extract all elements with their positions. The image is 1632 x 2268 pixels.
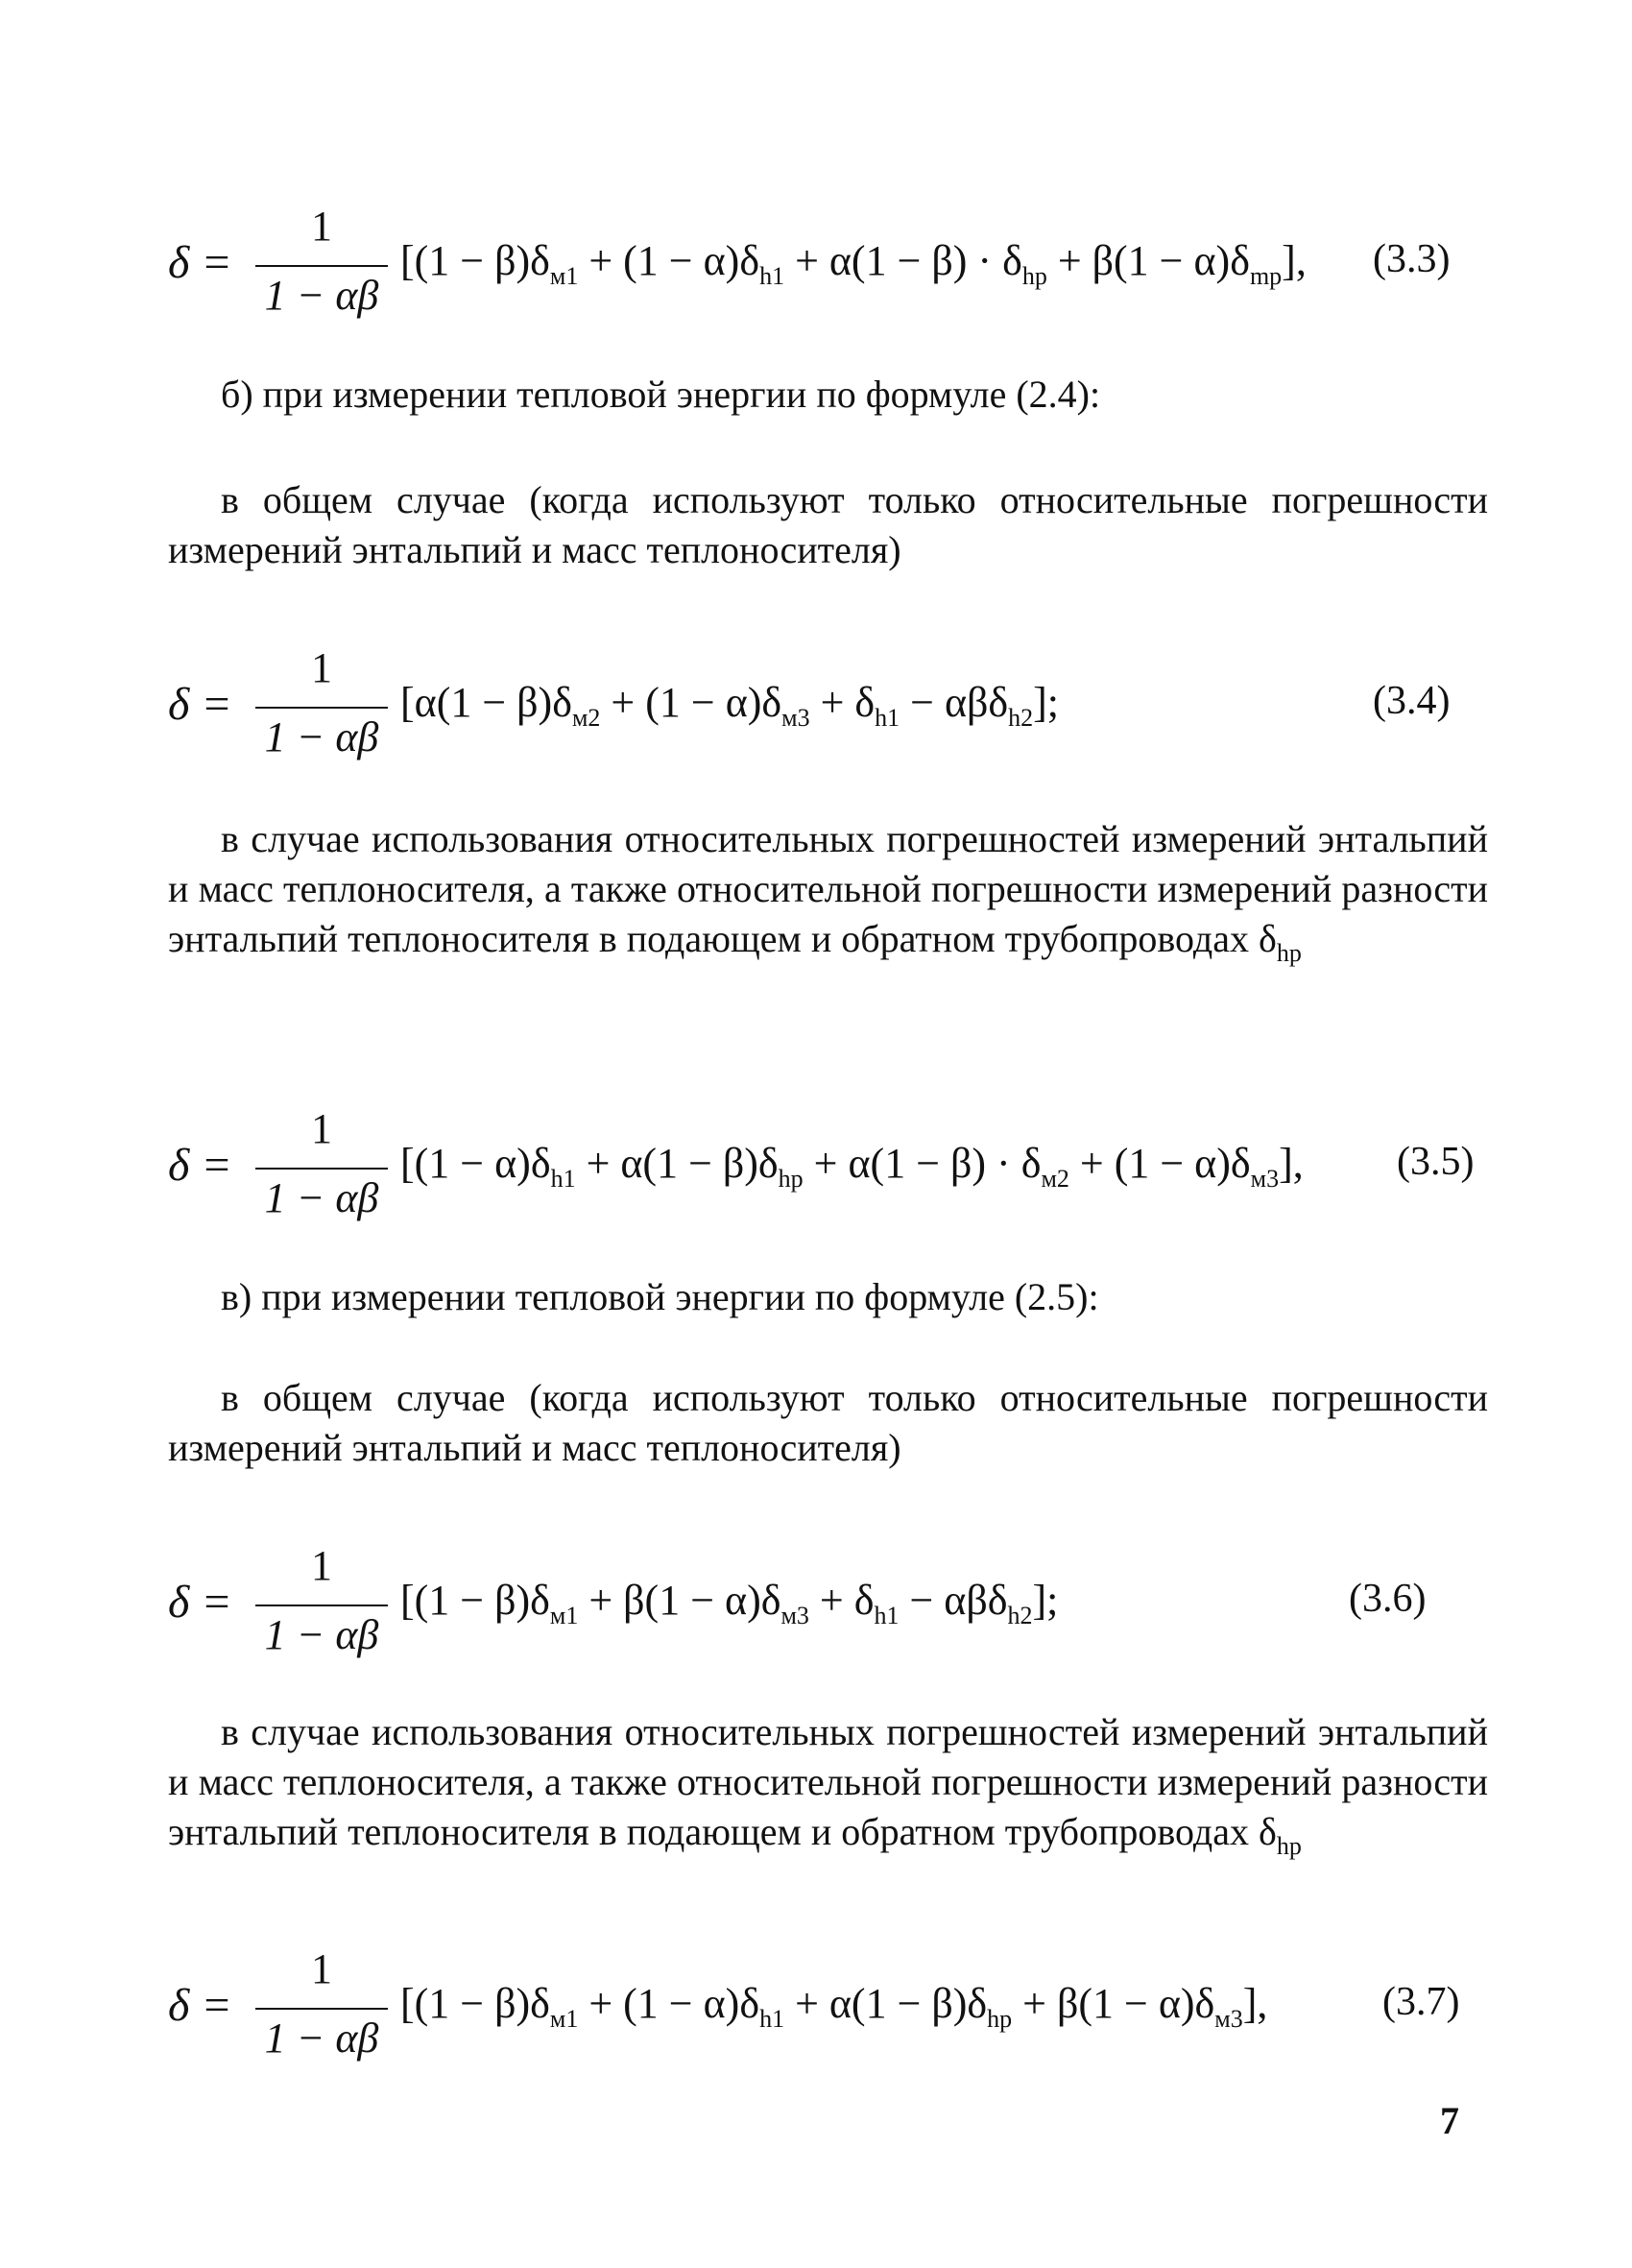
delta-symbol: δ <box>1258 1810 1277 1853</box>
delta-subscript: hp <box>1276 939 1302 967</box>
fraction-bar <box>255 2008 388 2010</box>
paragraph-relative-case-2 <box>168 1707 1488 1871</box>
paragraph-text: в случае использования относительных погрешностей измерений энтальпий и масс теплоносителя, а также относительной погрешности измерений разности энтальпий теплоносителя в подающем и обратном трубопроводах <box>168 817 1488 960</box>
formula-body: $[(1 - \alpha)\delta_{h1} + \alpha(1 - \beta)\delta_{hp} + \alpha(1 - \beta) \cdot \delta_{м2} + (1 - \alpha)\delta_{м3}]$, <box>400 1140 1304 1193</box>
formula-body: $[(1 - \beta)\delta_{м1} + (1 - \alpha)\delta_{h1} + \alpha(1 - \beta)\delta_{hp} + \beta(1 - \alpha)\delta_{м3}]$, <box>400 1980 1268 2033</box>
fraction-numerator: 1 <box>311 1105 332 1152</box>
fraction <box>250 1541 394 1676</box>
fraction-denominator: 1 − αβ <box>264 272 379 319</box>
fraction-bar <box>255 707 388 709</box>
section-heading-v: в) при измерении тепловой энергии по формуле (2.5): <box>221 1275 1099 1318</box>
formula-lhs: δ = <box>168 679 232 730</box>
formula-3-5 <box>168 1104 1493 1248</box>
paragraph-general-case-1: в общем случае (когда используют только относительные погрешности измерений энтальпий и масс теплоносителя) <box>168 478 1488 571</box>
formula-body: $[\alpha(1 - \beta)\delta_{м2} + (1 - \alpha)\delta_{м3} + \delta_{h1} - \alpha\beta\delta_{h2}]$; <box>400 679 1060 732</box>
section-heading-b: б) при измерении тепловой энергии по формуле (2.4): <box>221 373 1101 416</box>
page-number: 7 <box>1440 2099 1459 2142</box>
fraction <box>250 643 394 778</box>
fraction-denominator: 1 − αβ <box>264 713 379 760</box>
fraction <box>250 1944 394 2079</box>
fraction-denominator: 1 − αβ <box>264 1611 379 1658</box>
fraction <box>250 1104 394 1239</box>
formula-body: $[(1 - \beta)\delta_{м1} + (1 - \alpha)\delta_{h1} + \alpha(1 - \beta) \cdot \delta_{hp} + \beta(1 - \alpha)\delta_{mp}]$, <box>400 237 1307 290</box>
formula-lhs: δ = <box>168 1980 232 2031</box>
equation-number: (3.6) <box>1349 1577 1427 1621</box>
equation-number: (3.5) <box>1397 1140 1475 1184</box>
delta-symbol: δ <box>1258 917 1277 960</box>
formula-3-7 <box>168 1944 1493 2088</box>
formula-3-6 <box>168 1541 1493 1685</box>
formula-3-3 <box>168 202 1493 346</box>
fraction-denominator: 1 − αβ <box>264 2015 379 2062</box>
fraction-bar <box>255 1604 388 1606</box>
fraction-numerator: 1 <box>311 1542 332 1589</box>
fraction-bar <box>255 265 388 267</box>
delta-subscript: hp <box>1276 1832 1302 1860</box>
fraction-denominator: 1 − αβ <box>264 1174 379 1221</box>
paragraph-text: в случае использования относительных погрешностей измерений энтальпий и масс теплоносителя, а также относительной погрешности измерений разности энтальпий теплоносителя в подающем и обратном трубопроводах <box>168 1710 1488 1853</box>
formula-lhs: δ = <box>168 1577 232 1628</box>
fraction-numerator: 1 <box>311 1945 332 1992</box>
paragraph-relative-case-1 <box>168 814 1488 978</box>
paragraph-general-case-2: в общем случае (когда используют только относительные погрешности измерений энтальпий и масс теплоносителя) <box>168 1376 1488 1469</box>
equation-number: (3.3) <box>1373 237 1451 281</box>
formula-lhs: δ = <box>168 237 232 288</box>
formula-lhs: δ = <box>168 1140 232 1191</box>
equation-number: (3.7) <box>1382 1980 1460 2024</box>
equation-number: (3.4) <box>1373 679 1451 723</box>
fraction-numerator: 1 <box>311 203 332 250</box>
fraction <box>250 202 394 336</box>
formula-body: $[(1 - \beta)\delta_{м1} + \beta(1 - \alpha)\delta_{м3} + \delta_{h1} - \alpha\beta\delta_{h2}]$; <box>400 1577 1059 1629</box>
formula-3-4 <box>168 643 1493 787</box>
fraction-numerator: 1 <box>311 644 332 691</box>
fraction-bar <box>255 1168 388 1170</box>
